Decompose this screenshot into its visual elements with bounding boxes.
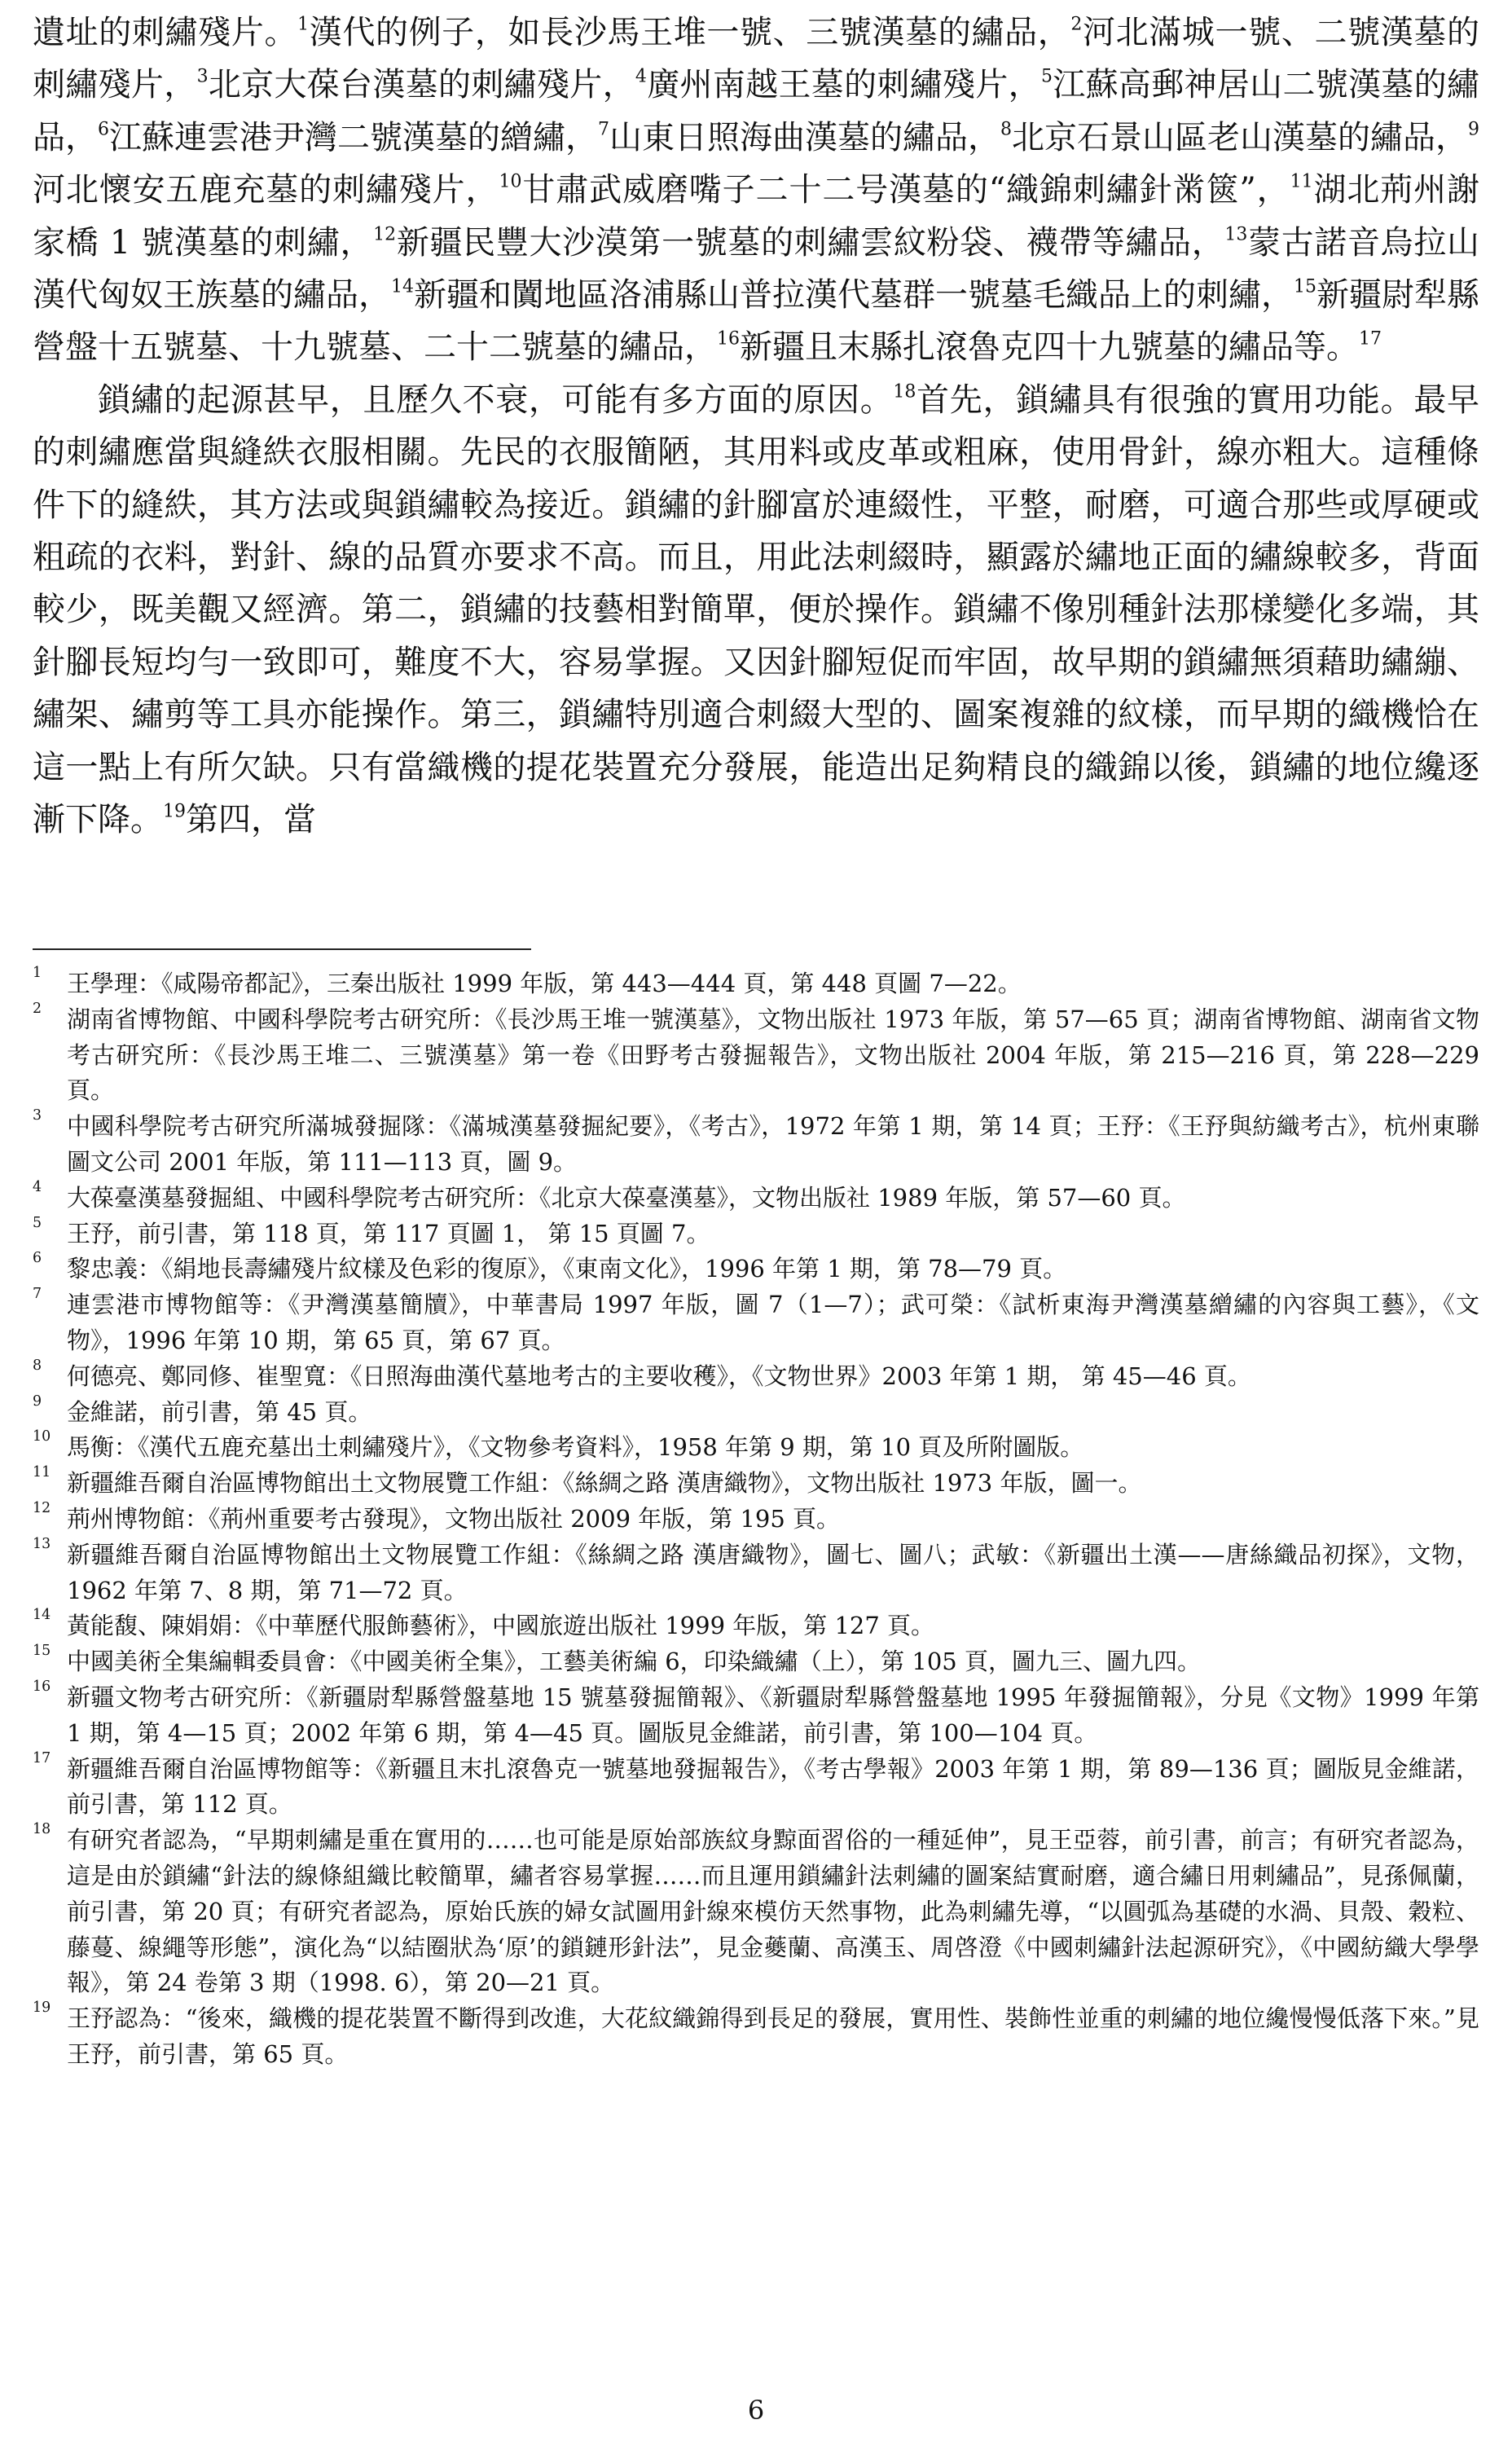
- text-run: 湖北荊州謝家橋 1 號漢墓的刺繡，: [33, 171, 1480, 262]
- footnote-ref-4[interactable]: 4: [635, 66, 647, 87]
- footnote-19: [33, 2001, 1479, 2073]
- footnote-number: 3: [33, 1107, 42, 1124]
- footnote-ref-8[interactable]: 8: [1000, 119, 1012, 140]
- text-run: 江蘇高郵神居山二號漢墓的繡品，: [33, 66, 1480, 156]
- footnote-ref-10[interactable]: 10: [499, 171, 522, 192]
- footnote-text: 王㐨，前引書，第 118 頁，第 117 頁圖 1， 第 15 頁圖 7。: [67, 1219, 710, 1247]
- text-run: 新疆且末縣扎滾魯克四十九號墓的繡品等。: [740, 328, 1359, 367]
- footnote-ref-5[interactable]: 5: [1040, 66, 1053, 87]
- text-run: 山東日照海曲漢墓的繡品，: [609, 118, 1000, 156]
- footnote-15: [33, 1644, 1479, 1680]
- footnote-16: [33, 1680, 1479, 1752]
- footnote-number: 8: [33, 1357, 42, 1374]
- footnote-11: [33, 1466, 1479, 1502]
- footnote-number: 4: [33, 1178, 42, 1195]
- footnote-ref-1[interactable]: 1: [297, 14, 310, 35]
- footnote-number: 9: [33, 1392, 42, 1410]
- footnote-ref-7[interactable]: 7: [598, 119, 609, 140]
- footnote-number: 1: [33, 965, 42, 981]
- footnote-text: 新疆維吾爾自治區博物館出土文物展覽工作組：《絲綢之路 漢唐織物》，文物出版社 1973 年版，圖一。: [67, 1469, 1142, 1498]
- text-run: 蒙古諾音烏拉山漢代匈奴王族墓的繡品，: [33, 223, 1479, 315]
- footnote-ref-13[interactable]: 13: [1224, 224, 1248, 245]
- footnote-text: 何德亮、鄭同修、崔聖寬：《日照海曲漢代墓地考古的主要收穫》，《文物世界》2003 年第 1 期， 第 45—46 頁。: [67, 1362, 1251, 1390]
- footnote-separator: [33, 948, 531, 950]
- footnote-text: 連雲港市博物館等：《尹灣漢墓簡牘》，中華書局 1997 年版，圖 7（1—7）；武可榮：《試析東海尹灣漢墓繒繡的內容與工藝》，《文物》，1996 年第 10 期，第 65 頁，第 67 頁。: [67, 1291, 1479, 1354]
- footnote-10: [33, 1430, 1479, 1466]
- text-run: 廣州南越王墓的刺繡殘片，: [646, 66, 1041, 104]
- footnote-4: [33, 1178, 1479, 1217]
- footnote-number: 17: [33, 1749, 51, 1766]
- footnote-text: 荊州博物館：《荊州重要考古發現》，文物出版社 2009 年版，第 195 頁。: [67, 1504, 841, 1533]
- footnote-1: [33, 966, 1479, 1002]
- footnote-text: 新疆文物考古研究所：《新疆尉犁縣營盤墓地 15 號墓發掘簡報》、《新疆尉犁縣營盤墓地 1995 年發掘簡報》，分見《文物》1999 年第 1 期，第 4—15 頁；2002 年第 6 期，第 4—45 頁。圖版見金維諾，前引書，第 100—104 頁。: [67, 1683, 1479, 1747]
- footnote-text: 大葆臺漢墓發掘組、中國科學院考古研究所：《北京大葆臺漢墓》，文物出版社 1989 年版，第 57—60 頁。: [67, 1183, 1186, 1212]
- main-text: [33, 7, 1479, 847]
- text-run: 遺址的刺繡殘片。: [33, 14, 298, 51]
- footnote-text: 中國美術全集編輯委員會：《中國美術全集》，工藝美術編 6，印染織繡（上），第 105 頁，圖九三、圖九四。: [67, 1648, 1201, 1676]
- footnote-number: 6: [33, 1250, 42, 1267]
- footnote-number: 18: [33, 1821, 51, 1838]
- text-run: 鎖繡的起源甚早，且歷久不衰，可能有多方面的原因。: [98, 381, 894, 419]
- footnote-3: [33, 1109, 1479, 1181]
- footnote-ref-2[interactable]: 2: [1070, 14, 1083, 35]
- footnote-number: 15: [33, 1643, 51, 1660]
- text-run: 北京大葆台漢墓的刺繡殘片，: [208, 66, 635, 104]
- footnote-ref-14[interactable]: 14: [391, 276, 414, 297]
- footnote-text: 黎忠義：《絹地長壽繡殘片紋樣及色彩的復原》，《東南文化》，1996 年第 1 期，第 78—79 頁。: [67, 1255, 1067, 1283]
- text-run: 河北懷安五鹿充墓的刺繡殘片，: [33, 171, 499, 209]
- footnote-number: 14: [33, 1607, 51, 1624]
- footnote-text: 新疆維吾爾自治區博物館出土文物展覽工作組：《絲綢之路 漢唐織物》，圖七、圖八；武敏：《新疆出土漢——唐絲織品初探》，文物，1962 年第 7、8 期，第 71—72 頁。: [67, 1540, 1479, 1604]
- footnote-ref-6[interactable]: 6: [98, 119, 109, 140]
- footnote-text: 湖南省博物館、中國科學院考古研究所：《長沙馬王堆一號漢墓》，文物出版社 1973 年版，第 57—65 頁；湖南省博物館、湖南省文物考古研究所：《長沙馬王堆二、三號漢墓》第一卷《田野考古發掘報告》，文物出版社 2004 年版，第 215—216 頁，第 228—229 頁。: [67, 1005, 1479, 1105]
- footnote-ref-17[interactable]: 17: [1359, 328, 1382, 350]
- footnote-5: [33, 1214, 1479, 1252]
- footnote-number: 10: [33, 1428, 51, 1445]
- footnote-9: [33, 1392, 1479, 1431]
- footnote-number: 7: [33, 1286, 42, 1303]
- text-run: 首先，鎖繡具有很強的實用功能。最早的刺繡應當與縫紩衣服相關。先民的衣服簡陋，其用料或皮革或粗麻，使用骨針，線亦粗大。這種條件下的縫紩，其方法或與鎖繡較為接近。鎖繡的針腳富於連綴性，平整，耐磨，可適合那些或厚硬或粗疏的衣料，對針、線的品質亦要求不高。而且，用此法刺綴時，顯露於繡地正面的繡線較多，背面較少，既美觀又經濟。第二，鎖繡的技藝相對簡單，便於操作。鎖繡不像別種針法那樣變化多端，其針腳長短均勻一致即可，難度不大，容易掌握。又因針腳短促而牢固，故早期的鎖繡無須藉助繡繃、繡架、繡剪等工具亦能操作。第三，鎖繡特別適合刺綴大型的、圖案複雜的紋樣，而早期的織機恰在這一點上有所欠缺。只有當織機的提花裝置充分發展，能造出足夠精良的織錦以後，鎖繡的地位纔逐漸下降。: [33, 381, 1479, 839]
- footnote-number: 2: [33, 1000, 42, 1017]
- footnote-number: 19: [33, 2000, 51, 2017]
- text-run: 新疆尉犁縣營盤十五號墓、十九號墓、二十二號墓的繡品，: [33, 276, 1479, 367]
- text-run: 河北滿城一號、二號漢墓的刺繡殘片，: [33, 14, 1480, 104]
- footnote-12: [33, 1499, 1479, 1538]
- footnote-number: 16: [33, 1678, 51, 1695]
- footnote-text: 金維諾，前引書，第 45 頁。: [67, 1397, 372, 1426]
- footnote-13: [33, 1535, 1479, 1609]
- text-run: 新疆民豐大沙漠第一號墓的刺繡雲紋粉袋、襪帶等繡品，: [396, 223, 1225, 262]
- footnote-text: 王學理：《咸陽帝都記》，三秦出版社 1999 年版，第 443—444 頁，第 448 頁圖 7—22。: [67, 970, 1022, 997]
- text-run: 江蘇連雲港尹灣二號漢墓的繒繡，: [109, 118, 598, 156]
- footnote-number: 5: [33, 1214, 42, 1231]
- footnote-number: 12: [33, 1499, 51, 1516]
- footnote-14: [33, 1608, 1479, 1644]
- footnote-text: 中國科學院考古研究所滿城發掘隊：《滿城漢墓發掘紀要》，《考古》，1972 年第 1 期，第 14 頁；王㐨：《王㐨與紡織考古》，杭州東聯圖文公司 2001 年版，第 111—113 頁，圖 9。: [67, 1112, 1479, 1176]
- text-run: 第四，當: [186, 801, 316, 839]
- footnote-number: 13: [33, 1535, 51, 1552]
- footnote-7: [33, 1287, 1479, 1359]
- footnote-17: [33, 1749, 1479, 1824]
- footnote-text: 新疆維吾爾自治區博物館等：《新疆且末扎滾魯克一號墓地發掘報告》，《考古學報》2003 年第 1 期，第 89—136 頁；圖版見金維諾，前引書，第 112 頁。: [67, 1754, 1479, 1819]
- paragraph-origins-of-chain-stitch: [33, 374, 1479, 847]
- footnote-ref-9[interactable]: 9: [1468, 119, 1479, 140]
- footnote-ref-12[interactable]: 12: [373, 224, 397, 245]
- text-run: 新疆和闐地區洛浦縣山普拉漢代墓群一號墓毛織品上的刺繡，: [414, 276, 1294, 315]
- page-number: 6: [747, 2395, 765, 2426]
- footnote-ref-3[interactable]: 3: [196, 66, 209, 87]
- footnote-ref-18[interactable]: 18: [893, 381, 916, 403]
- footnote-text: 有研究者認為，“早期刺繡是重在實用的……也可能是原始部族紋身黥面習俗的一種延伸”，見王亞蓉，前引書，前言；有研究者認為，這是由於鎖繡“針法的線條組織比較簡單，繡者容易掌握……而且運用鎖繡針法刺繡的圖案結實耐磨，適合繡日用刺繡品”，見孫佩蘭，前引書，第 20 頁；有研究者認為，原始氏族的婦女試圖用針線來模仿天然事物，此為刺繡先導，“以圓弧為基礎的水渦、貝殼、穀粒、藤蔓、線繩等形態”，演化為“以結圈狀為‘原’的鎖鏈形針法”，見金𧃍蘭、高漢玉、周啓澄《中國刺繡針法起源研究》，《中國紡織大學學報》，第 24 卷第 3 期（1998. 6），第 20—21 頁。: [67, 1826, 1479, 1997]
- footnote-2: [33, 1002, 1479, 1109]
- text-run: 漢代的例子，如長沙馬王堆一號、三號漢墓的繡品，: [309, 14, 1071, 51]
- footnote-ref-19[interactable]: 19: [163, 801, 186, 822]
- footnotes: [33, 966, 1479, 2073]
- footnote-text: 王㐨認為：“後來，織機的提花裝置不斷得到改進，大花紋織錦得到長足的發展，實用性、裝飾性並重的刺繡的地位纔慢慢低落下來。”見王㐨，前引書，第 65 頁。: [67, 2004, 1479, 2068]
- footnote-ref-15[interactable]: 15: [1294, 276, 1316, 297]
- footnote-18: [33, 1823, 1479, 2001]
- footnote-8: [33, 1359, 1479, 1395]
- footnote-6: [33, 1252, 1479, 1287]
- text-run: 北京石景山區老山漢墓的繡品，: [1012, 118, 1468, 156]
- footnote-number: 11: [33, 1464, 51, 1481]
- footnote-text: 黃能馥、陳娟娟：《中華歷代服飾藝術》，中國旅遊出版社 1999 年版，第 127 頁。: [67, 1612, 935, 1640]
- footnote-text: 馬衡：《漢代五鹿充墓出土刺繡殘片》，《文物參考資料》，1958 年第 9 期，第 10 頁及所附圖版。: [67, 1433, 1084, 1462]
- footnote-ref-11[interactable]: 11: [1290, 171, 1313, 192]
- footnote-ref-16[interactable]: 16: [717, 328, 740, 350]
- paragraph-continued: [33, 7, 1479, 374]
- text-run: 甘肅武威磨嘴子二十二号漢墓的“織錦刺繡針黹篋”，: [521, 171, 1290, 209]
